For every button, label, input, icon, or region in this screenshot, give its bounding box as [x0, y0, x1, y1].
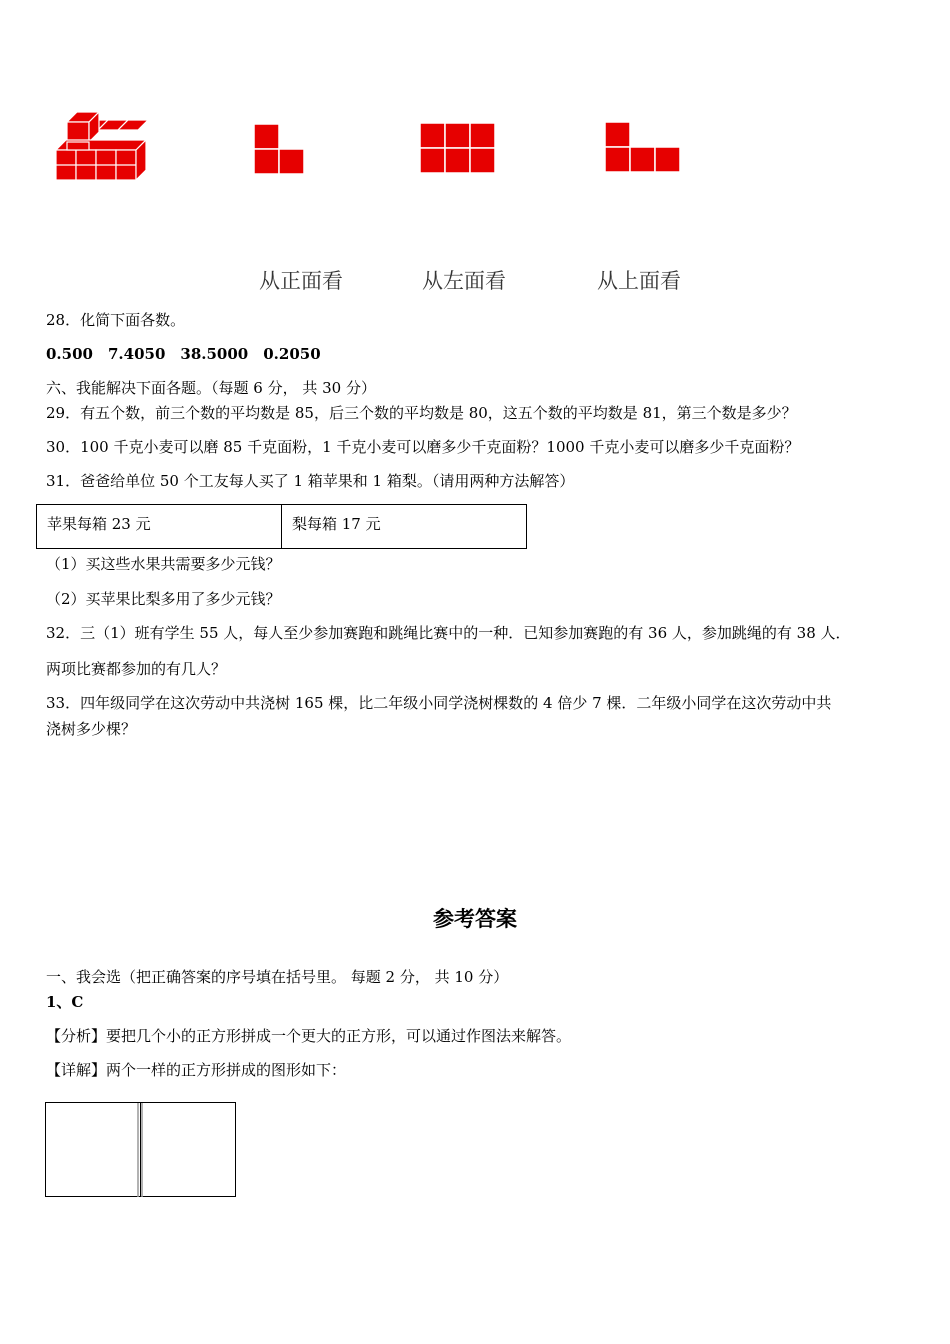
apple-price-cell: 苹果每箱 23 元: [37, 505, 282, 549]
top-view-figure: [605, 122, 681, 174]
pear-price-cell: 梨每箱 17 元: [282, 505, 527, 549]
question-28-title: 28．化简下面各数。: [46, 311, 186, 329]
detail-tag: 【详解】: [46, 1061, 107, 1079]
question-28-numbers: 0.500 7.4050 38.5000 0.2050: [46, 345, 321, 363]
analysis-tag: 【分析】: [46, 1027, 107, 1045]
answers-section-1-header: 一、我会选（把正确答案的序号填在括号里。 每题 2 分， 共 10 分）: [46, 968, 509, 986]
front-view-figure: [254, 124, 306, 176]
answers-title: 参考答案: [433, 906, 517, 931]
left-view-label: 从左面看: [422, 269, 506, 293]
cube-stack-figure: [50, 108, 152, 184]
answer-1: 1、C: [46, 993, 84, 1011]
two-squares-figure: [45, 1102, 238, 1199]
question-30: 30．100 千克小麦可以磨 85 千克面粉，1 千克小麦可以磨多少千克面粉？1000 千克小麦可以磨多少千克面粉？: [46, 438, 800, 456]
question-31-sub-1: （1）买这些水果共需要多少元钱？: [46, 555, 281, 573]
table-row: [37, 505, 527, 549]
question-32-line-2: 两项比赛都参加的有几人？: [46, 660, 227, 678]
question-31-sub-2: （2）买苹果比梨多用了多少元钱？: [46, 590, 281, 608]
question-33-line-1: 33．四年级同学在这次劳动中共浇树 165 棵，比二年级小同学浇树棵数的 4 倍少 7 棵．二年级小同学在这次劳动中共: [46, 694, 832, 712]
square-left: [46, 1103, 141, 1197]
detail-text: 两个一样的正方形拼成的图形如下：: [106, 1061, 347, 1079]
question-32-line-1: 32．三（1）班有学生 55 人，每人至少参加赛跑和跳绳比赛中的一种．已知参加赛跑的有 36 人，参加跳绳的有 38 人．: [46, 624, 851, 642]
section-6-header: 六、我能解决下面各题。（每题 6 分， 共 30 分）: [46, 379, 376, 397]
analysis-line: [46, 1025, 571, 1047]
square-right: [141, 1103, 236, 1197]
question-29: 29．有五个数，前三个数的平均数是 85，后三个数的平均数是 80，这五个数的平均数是 81，第三个数是多少？: [46, 404, 797, 422]
question-33-line-2: 浇树多少棵？: [46, 720, 137, 738]
detail-line: [46, 1059, 346, 1081]
cube-stack: [56, 112, 148, 180]
analysis-text: 要把几个小的正方形拼成一个更大的正方形，可以通过作图法来解答。: [106, 1027, 572, 1045]
question-31: 31．爸爸给单位 50 个工友每人买了 1 箱苹果和 1 箱梨。（请用两种方法解答）: [46, 472, 575, 490]
top-view-label: 从上面看: [597, 269, 681, 293]
front-view-label: 从正面看: [259, 269, 343, 293]
left-view-figure: [420, 123, 496, 175]
price-table: [36, 504, 527, 549]
